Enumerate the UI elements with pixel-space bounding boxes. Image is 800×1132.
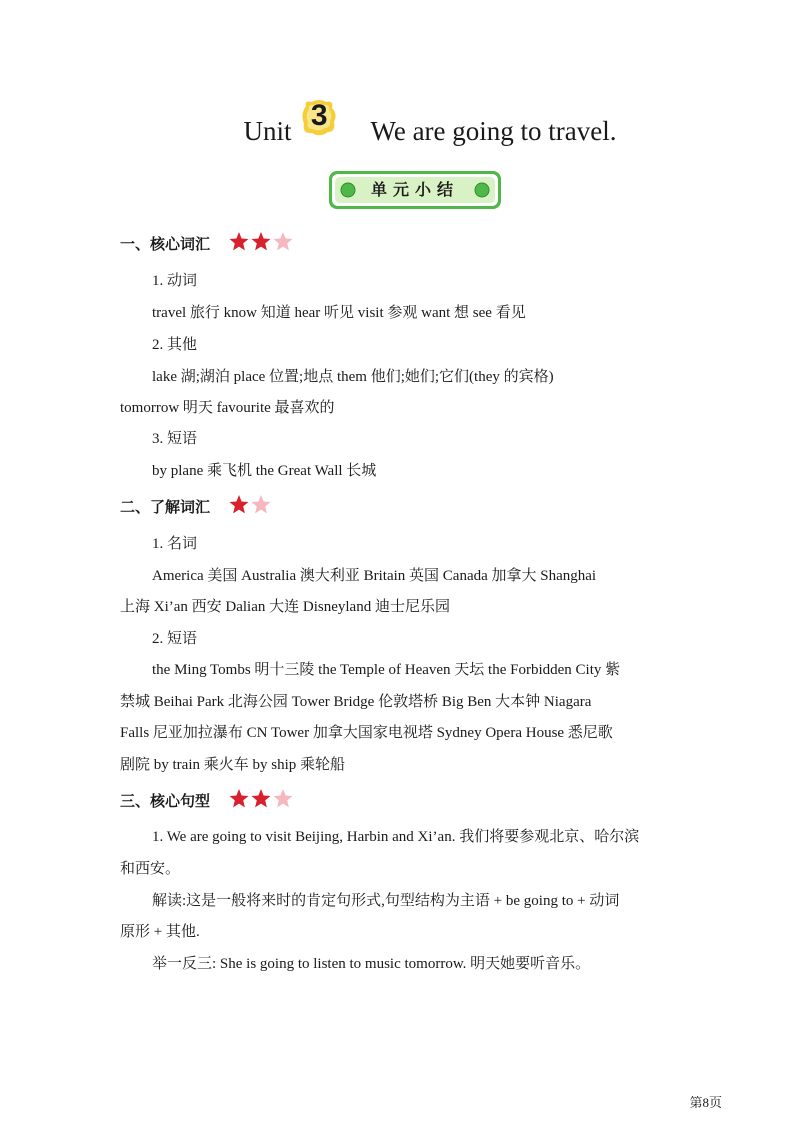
section-heading-understand-vocabulary: 二、了解词汇 [120,495,275,521]
star-icon [252,232,271,250]
unit-title-text: We are going to travel. [370,116,617,146]
subheading-phrases: 2. 短语 [152,631,198,647]
star-icon [230,495,249,513]
explanation-line: 原形 + 其他. [120,924,200,940]
unit-number: 3 [310,99,328,132]
vocab-line: the Ming Tombs 明十三陵 the Temple of Heaven 天坛 the Forbidden City 紫 [152,662,621,678]
section-heading-core-vocabulary: 一、核心词汇 [120,232,297,258]
subheading-phrases: 3. 短语 [152,431,198,447]
vocab-line: by plane 乘飞机 the Great Wall 长城 [152,463,377,479]
explanation-line: 解读:这是一般将来时的肯定句形式,句型结构为主语 + be going to + 动词 [152,893,620,909]
vocab-line: tomorrow 明天 favourite 最喜欢的 [120,400,335,416]
rating-stars [229,789,297,815]
subheading-others: 2. 其他 [152,337,198,353]
vocab-line: America 美国 Australia 澳大利亚 Britain 英国 Canada 加拿大 Shanghai [152,568,597,584]
sentence-line: 和西安。 [120,861,181,877]
unit-summary-label: 单元小结 [370,180,459,199]
example-line: 举一反三: She is going to listen to music tomorrow. 明天她要听音乐。 [152,956,591,972]
star-icon [274,789,293,807]
unit-summary-badge [328,170,502,210]
subheading-nouns: 1. 名词 [152,536,198,552]
star-icon [252,789,271,807]
section-heading-core-sentences: 三、核心句型 [120,789,297,815]
vocab-line: 禁城 Beihai Park 北海公园 Tower Bridge 伦敦塔桥 Big Ben 大本钟 Niagara [120,694,592,710]
page-number: 第8页 [689,1095,722,1110]
star-icon [230,789,249,807]
unit-title [0,99,800,151]
sentence-line: 1. We are going to visit Beijing, Harbin and Xi’an. 我们将要参观北京、哈尔滨 [152,829,640,845]
rating-stars [229,232,297,258]
unit-word: Unit [243,116,292,146]
subheading-verbs: 1. 动词 [152,273,198,289]
vocab-line: travel 旅行 know 知道 hear 听见 visit 参观 want 想 see 看见 [152,305,526,321]
star-icon [230,232,249,250]
vocab-line: Falls 尼亚加拉瀑布 CN Tower 加拿大国家电视塔 Sydney Opera House 悉尼歌 [120,725,613,741]
star-icon [274,232,293,250]
unit-number-badge [300,99,338,146]
rating-stars [229,495,275,521]
vocab-line: 剧院 by train 乘火车 by ship 乘轮船 [120,757,345,773]
vocab-line: 上海 Xi’an 西安 Dalian 大连 Disneyland 迪士尼乐园 [120,599,450,615]
star-icon [252,495,271,513]
vocab-line: lake 湖;湖泊 place 位置;地点 them 他们;她们;它们(they 的宾格) [152,369,554,385]
